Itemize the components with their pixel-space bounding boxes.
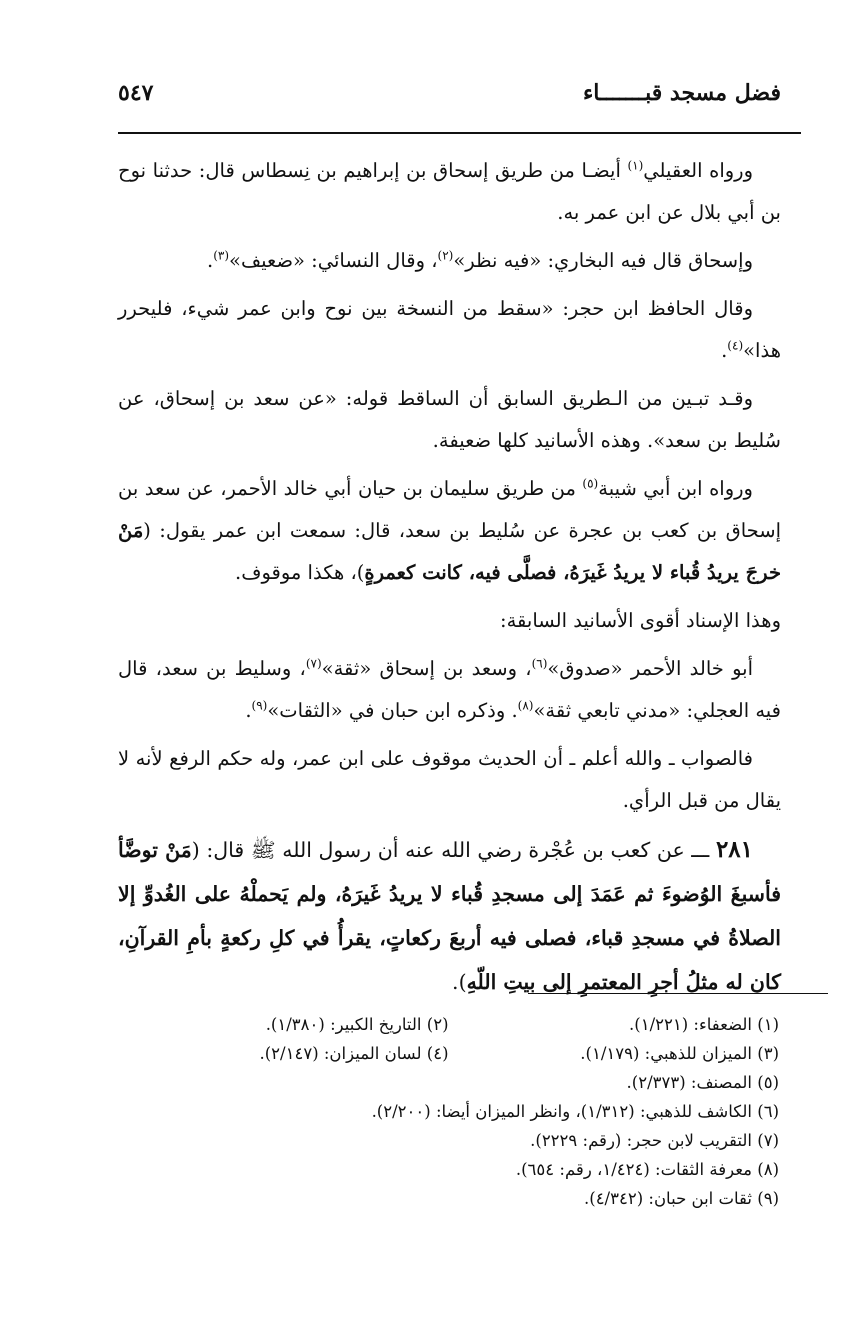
text-span: ، وقال النسائي: «ضعيف» bbox=[229, 249, 438, 272]
paragraph-ishaq bbox=[118, 240, 781, 282]
hadith-intro: ـــ عن كعب بن عُجْرة رضي الله عنه أن رسول الله ﷺ قال: ( bbox=[191, 838, 716, 862]
text-span: ورواه العقيلي bbox=[643, 159, 753, 182]
footnote-ref: (٢) bbox=[437, 248, 454, 263]
header-rule bbox=[118, 132, 801, 134]
footnote-8: (٨) معرفة الثقات: (١/٤٢٤، رقم: ٦٥٤). bbox=[515, 1160, 779, 1179]
text-span: . bbox=[207, 249, 214, 272]
text-span: من طريق سليمان بن حيان أبي خالد الأحمر، عن سعد بن إسحاق بن كعب بن عجرة عن سُليط بن سعد، قال: سمعت ابن عمر يقول: ( bbox=[118, 477, 781, 542]
text-span: ورواه ابن أبي شيبة bbox=[598, 477, 753, 500]
paragraph-narrators bbox=[118, 648, 781, 732]
text-span: أبو خالد الأحمر «صدوق» bbox=[547, 657, 754, 680]
footnote-4: (٤) لسان الميزان: (٢/١٤٧). bbox=[259, 1044, 449, 1063]
paragraph-aqili bbox=[118, 150, 781, 234]
running-header bbox=[118, 80, 781, 120]
paragraph-ibn-abi-shaybah bbox=[118, 468, 781, 594]
page-number: ٥٤٧ bbox=[118, 80, 154, 106]
footnote-1: (١) الضعفاء: (١/٢٢١). bbox=[629, 1015, 779, 1034]
text-span: . وذكره ابن حبان في «الثقات» bbox=[267, 699, 518, 722]
hadith-281 bbox=[118, 828, 781, 1004]
footnote-9: (٩) ثقات ابن حبان: (٤/٣٤٢). bbox=[584, 1189, 779, 1208]
footnote-ref: (٩) bbox=[251, 698, 268, 713]
footnote-rule bbox=[528, 993, 828, 994]
footnote-7: (٧) التقريب لابن حجر: (رقم: ٢٢٢٩). bbox=[530, 1131, 779, 1150]
footnote-2: (٢) التاريخ الكبير: (١/٣٨٠). bbox=[265, 1015, 449, 1034]
hadith-end: ). bbox=[452, 970, 467, 994]
main-text bbox=[118, 150, 781, 1010]
footnote-row bbox=[118, 1010, 779, 1039]
footnote-ref: (٦) bbox=[531, 656, 548, 671]
text-span: )، هكذا موقوف. bbox=[235, 561, 365, 584]
text-span: . bbox=[721, 339, 728, 362]
hadith-number: ٢٨١ bbox=[715, 836, 753, 863]
footnote-ref: (١) bbox=[627, 158, 644, 173]
footnotes bbox=[118, 1010, 779, 1213]
text-span: وقال الحافظ ابن حجر: «سقط من النسخة بين نوح وابن عمر شيء، فليحرر هذا» bbox=[118, 297, 781, 362]
text-span: . bbox=[245, 699, 252, 722]
paragraph-ibn-hajar bbox=[118, 288, 781, 372]
footnote-ref: (٥) bbox=[582, 476, 599, 491]
paragraph-conclusion: فالصواب ـ والله أعلم ـ أن الحديث موقوف على ابن عمر، وله حكم الرفع لأنه لا يقال من قبل الرأي. bbox=[118, 747, 781, 812]
footnote-5: (٥) المصنف: (٢/٣٧٣). bbox=[626, 1073, 779, 1092]
text-span: ، وسليط بن سعد، قال فيه العجلي: «مدني تابعي ثقة» bbox=[118, 657, 781, 722]
footnote-ref: (٤) bbox=[727, 338, 744, 353]
hadith-text: مَنْ توضَّأ فأسبغَ الوُضوءَ ثم عَمَدَ إلى مسجدِ قُباء لا يريدُ غَيرَهُ، ولم يَحملْهُ على الغُدوِّ إلا الصلاةُ في مسجدِ قباء، فصلى فيه أربعَ ركعاتٍ، يقرأُ في كلِ ركعةٍ بأمِ القرآنِ، كان له مثلُ أجرِ المعتمرِ إلى بيتِ اللّهِ bbox=[118, 838, 781, 994]
footnote-ref: (٣) bbox=[213, 248, 230, 263]
footnote-ref: (٨) bbox=[517, 698, 534, 713]
paragraph-tabayyan: وقـد تبـين من الـطريق السابق أن الساقط قوله: «عن سعد بن إسحاق، عن سُليط بن سعد». وهذه الأسانيد كلها ضعيفة. bbox=[118, 387, 781, 452]
footnote-row bbox=[118, 1039, 779, 1068]
text-span: وإسحاق قال فيه البخاري: «فيه نظر» bbox=[453, 249, 753, 272]
quoted-athar: مَنْ خرجَ يريدُ قُباء لا يريدُ غَيرَهُ، فصلَّى فيه، كانت كعمرةٍ bbox=[118, 519, 781, 584]
footnote-ref: (٧) bbox=[305, 656, 322, 671]
text-span: ، وسعد بن إسحاق «ثقة» bbox=[321, 657, 532, 680]
running-title: فضل مسجد قبـــــــاء bbox=[582, 80, 781, 106]
text-span: أيضـا من طريق إسحاق بن إبراهيم بن نِسطاس قال: حدثنا نوح بن أبي بلال عن ابن عمر به. bbox=[118, 159, 781, 224]
footnote-3: (٣) الميزان للذهبي: (١/١٧٩). bbox=[580, 1044, 779, 1063]
footnote-6: (٦) الكاشف للذهبي: (١/٣١٢)، وانظر الميزان أيضا: (٢/٢٠٠). bbox=[371, 1102, 779, 1121]
paragraph-isnad: وهذا الإسناد أقوى الأسانيد السابقة: bbox=[500, 609, 781, 632]
